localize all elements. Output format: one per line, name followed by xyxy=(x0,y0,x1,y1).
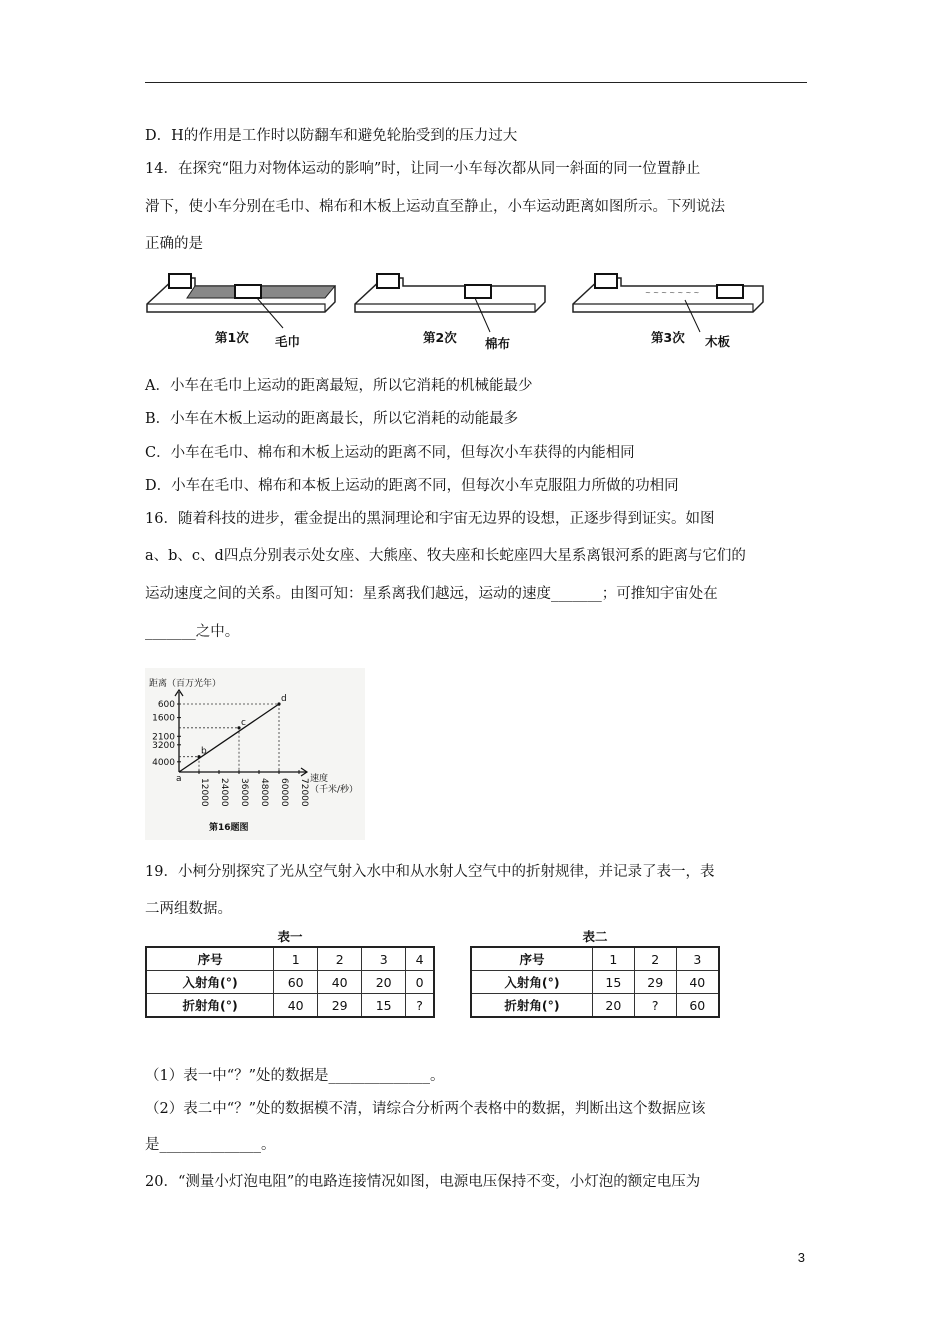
table-cell: 1 xyxy=(274,947,318,971)
q14-stem-line-1: 14．在探究“阻力对物体运动的影响”时，让同一小车每次都从同一斜面的同一位置静止 xyxy=(145,161,701,177)
trial-2-illustration xyxy=(355,274,545,351)
x-axis-unit: （千米/秒） xyxy=(310,785,359,795)
table-row xyxy=(146,971,434,994)
car-3-end xyxy=(717,285,743,298)
label-cotton: 棉布 xyxy=(485,336,511,351)
table-cell: 序号 xyxy=(471,947,592,971)
table-1-title: 表一 xyxy=(277,929,303,944)
page-number: 3 xyxy=(797,1250,805,1265)
q14-option-a: A．小车在毛巾上运动的距离最短，所以它消耗的机械能最少 xyxy=(145,378,533,394)
trial-1-illustration xyxy=(147,274,335,349)
car-3-start xyxy=(595,274,617,288)
x-tick-label: 36000 xyxy=(239,778,249,807)
q16-graph xyxy=(145,668,365,840)
table-cell: ? xyxy=(634,994,676,1018)
table-cell: 折射角(°) xyxy=(146,994,274,1018)
car-1-end xyxy=(235,285,261,298)
x-tick-label: 48000 xyxy=(259,778,269,807)
table-cell: 入射角(°) xyxy=(471,971,592,994)
q14-stem-line-2: 滑下，使小车分别在毛巾、棉布和木板上运动直至静止，小车运动距离如图所示。下列说法 xyxy=(145,199,725,215)
svg-text:~ ~ ~ ~ ~ ~ ~: ~ ~ ~ ~ ~ ~ ~ xyxy=(645,289,700,297)
table-cell: 29 xyxy=(634,971,676,994)
trial-3-illustration xyxy=(573,274,763,349)
car-1-start xyxy=(169,274,191,288)
y-tick-label: 1600 xyxy=(152,713,175,724)
table-cell: 40 xyxy=(274,994,318,1018)
table-cell: 20 xyxy=(592,994,634,1018)
q19-stem-line-2: 二两组数据。 xyxy=(145,901,232,917)
table-cell: 40 xyxy=(318,971,362,994)
table-row xyxy=(146,947,434,971)
caption-trial-2: 第2次 xyxy=(423,330,457,345)
q14-figure xyxy=(145,266,770,354)
table-cell: 入射角(°) xyxy=(146,971,274,994)
table-1 xyxy=(145,946,435,1018)
x-tick-label: 12000 xyxy=(199,778,209,807)
q16-stem-line-1: 16．随着科技的进步，霍金提出的黑洞理论和宇宙无边界的设想，正逐步得到证实。如图 xyxy=(145,511,715,527)
point-label: a xyxy=(176,774,182,784)
table-cell: 20 xyxy=(362,971,406,994)
table-cell: 15 xyxy=(362,994,406,1018)
y-tick-label: 2100 xyxy=(152,732,175,743)
q14-option-b: B．小车在木板上运动的距离最长，所以它消耗的动能最多 xyxy=(145,411,519,427)
table-row xyxy=(471,971,719,994)
q14-option-d: D．小车在毛巾、棉布和本板上运动的距离不同，但每次小车克服阻力所做的功相同 xyxy=(145,478,679,494)
table-cell: 60 xyxy=(676,994,719,1018)
table-cell: 3 xyxy=(676,947,719,971)
q14-stem-line-3: 正确的是 xyxy=(145,236,203,252)
table-cell: 29 xyxy=(318,994,362,1018)
point-label: d xyxy=(281,694,287,704)
q19-part-2-line-1: （2）表二中“？”处的数据模不清，请综合分析两个表格中的数据，判断出这个数据应该 xyxy=(145,1101,706,1117)
caption-trial-3: 第3次 xyxy=(651,330,685,345)
table-cell: 4 xyxy=(406,947,434,971)
y-tick-label: 4000 xyxy=(152,757,175,768)
graph-caption: 第16题图 xyxy=(209,823,249,833)
table-1-box xyxy=(145,928,435,1018)
point-label: b xyxy=(201,746,207,757)
table-row xyxy=(146,994,434,1018)
table-cell: 15 xyxy=(592,971,634,994)
q16-stem-line-4: _______之中。 xyxy=(145,624,240,640)
q16-stem-line-2: a、b、c、d四点分别表示处女座、大熊座、牧夫座和长蛇座四大星系离银河系的距离与它们的 xyxy=(145,548,746,564)
y-axis-label: 距离（百万光年） xyxy=(149,679,222,689)
y-tick-label: 3200 xyxy=(152,740,175,751)
table-cell: 2 xyxy=(318,947,362,971)
table-2-box xyxy=(470,928,720,1018)
table-row xyxy=(471,994,719,1018)
table-cell: 0 xyxy=(406,971,434,994)
x-axis-label: 速度 xyxy=(310,774,329,784)
table-cell: ? xyxy=(406,994,434,1018)
table-2-title: 表二 xyxy=(582,929,608,944)
q16-stem-line-3: 运动速度之间的关系。由图可知：星系离我们越远，运动的速度_______；可推知宇宙处在 xyxy=(145,586,718,602)
x-tick-label: 72000 xyxy=(299,778,309,807)
q19-part-1: （1）表一中“？”处的数据是______________。 xyxy=(145,1068,445,1084)
table-cell: 折射角(°) xyxy=(471,994,592,1018)
x-tick-label: 60000 xyxy=(279,778,289,807)
x-tick-label: 24000 xyxy=(219,778,229,807)
label-wood: 木板 xyxy=(705,334,731,349)
q19-stem-line-1: 19．小柯分别探究了光从空气射入水中和从水射人空气中的折射规律，并记录了表一，表 xyxy=(145,864,715,880)
table-cell: 序号 xyxy=(146,947,274,971)
trend-line xyxy=(179,704,279,772)
table-cell: 3 xyxy=(362,947,406,971)
table-cell: 40 xyxy=(676,971,719,994)
q14-figure-svg xyxy=(145,266,770,354)
header-rule xyxy=(145,82,807,83)
q14-option-c: C．小车在毛巾、棉布和木板上运动的距离不同，但每次小车获得的内能相同 xyxy=(145,445,635,461)
car-2-end xyxy=(465,285,491,298)
q20-stem-line-1: 20．“测量小灯泡电阻”的电路连接情况如图，电源电压保持不变，小灯泡的额定电压为 xyxy=(145,1174,701,1190)
y-tick-label: 600 xyxy=(157,700,175,710)
car-2-start xyxy=(377,274,399,288)
table-row xyxy=(471,947,719,971)
q13-option-d: D．H的作用是工作时以防翻车和避免轮胎受到的压力过大 xyxy=(145,128,518,144)
caption-trial-1: 第1次 xyxy=(215,330,249,345)
label-towel: 毛巾 xyxy=(275,334,301,349)
q19-part-2-line-2: 是______________。 xyxy=(145,1137,276,1153)
table-cell: 1 xyxy=(592,947,634,971)
table-cell: 2 xyxy=(634,947,676,971)
point-label: c xyxy=(241,717,246,728)
table-cell: 60 xyxy=(274,971,318,994)
table-2 xyxy=(470,946,720,1018)
q16-graph-svg xyxy=(145,668,365,840)
